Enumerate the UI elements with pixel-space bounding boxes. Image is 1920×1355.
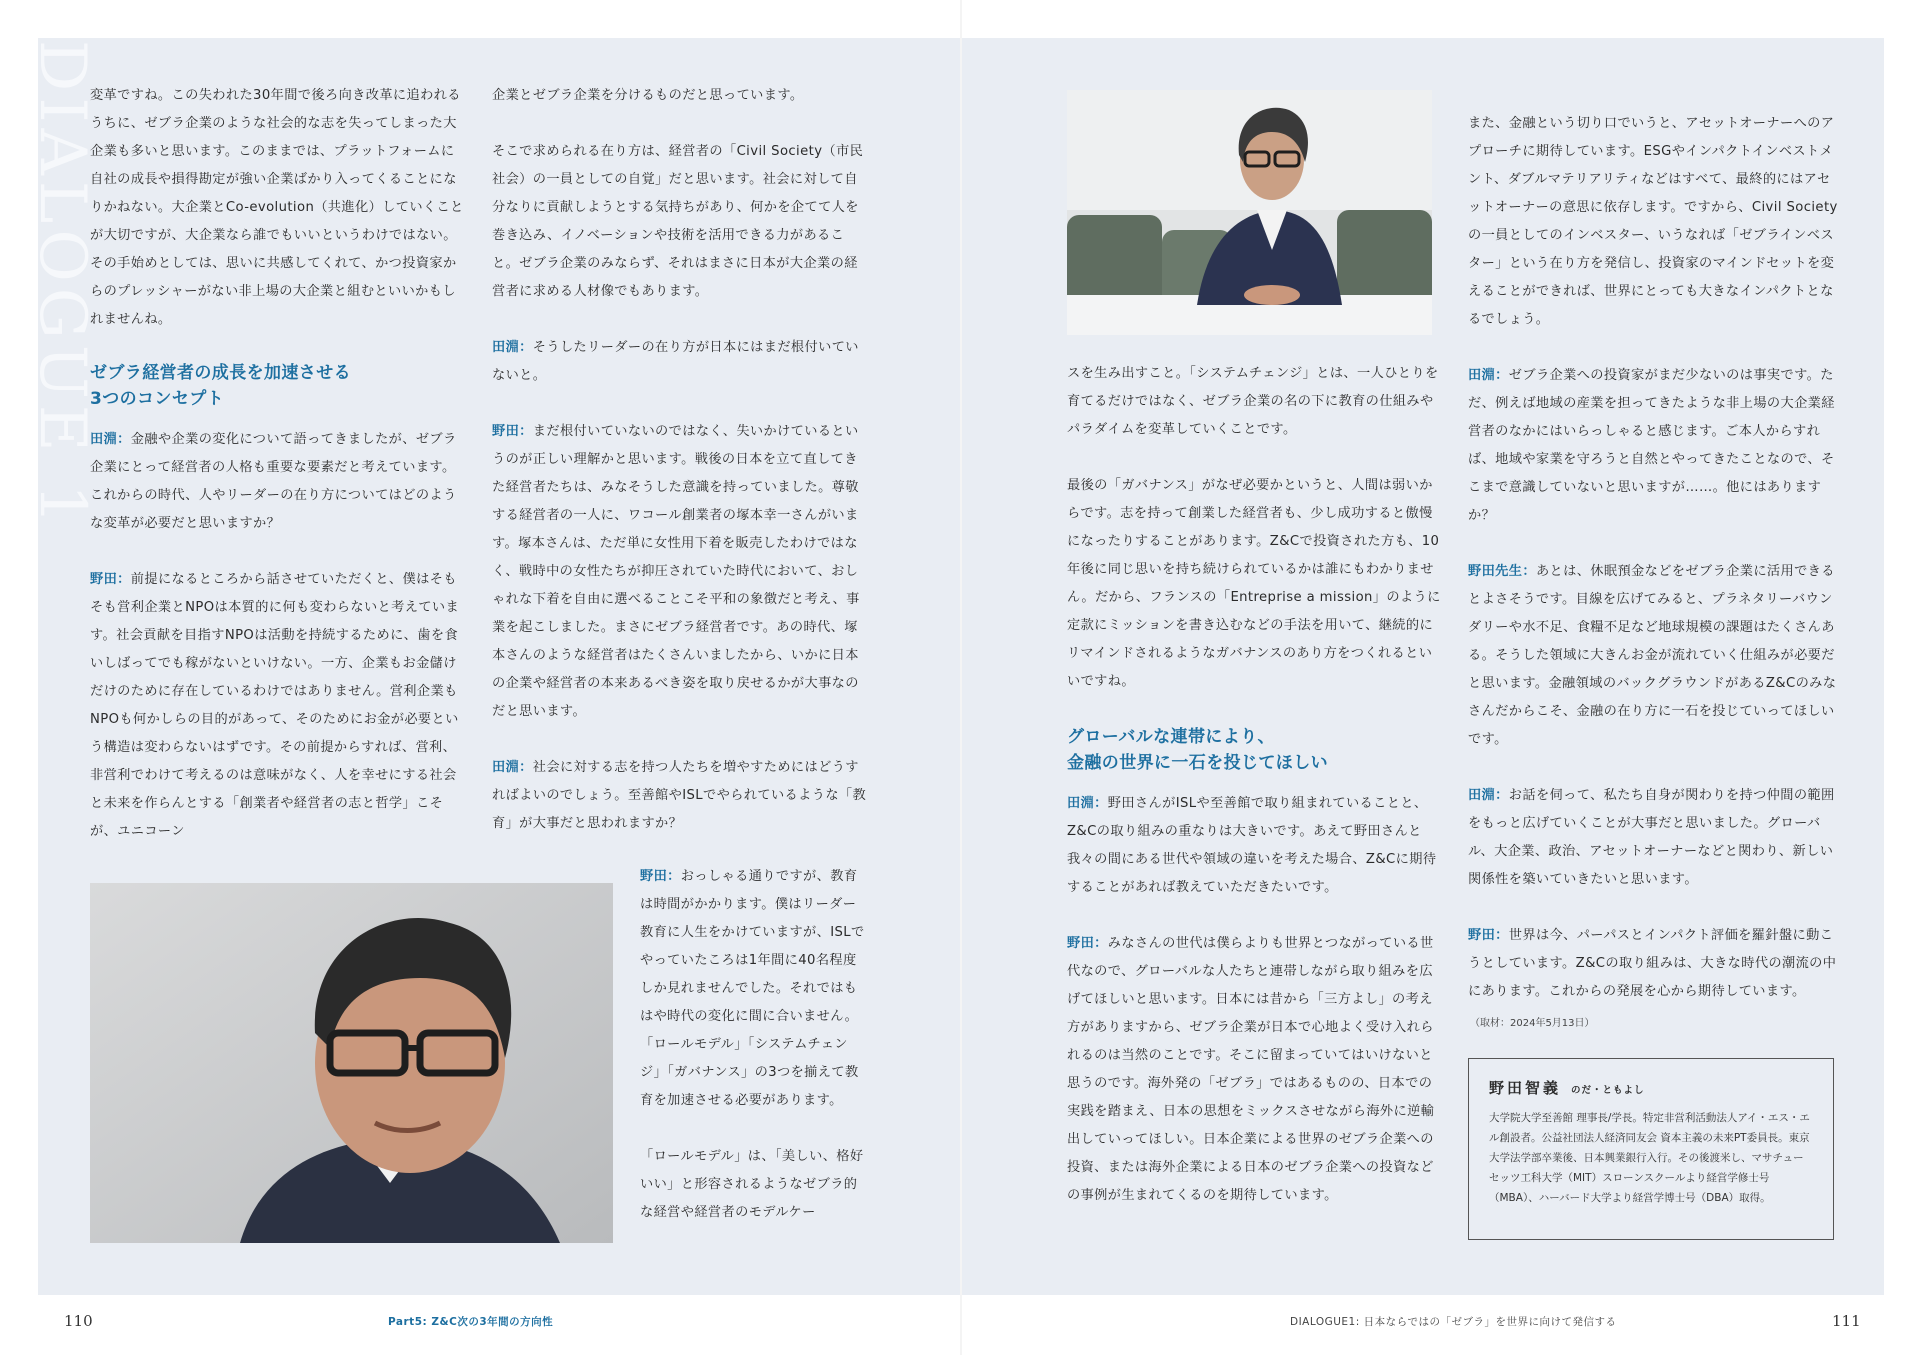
dialogue-text: 金融や企業の変化について語ってきましたが、ゼブラ企業にとって経営者の人格も重要な要素だと考えています。これからの時代、人やリーダーの在り方についてはどのような変革が必要だと思いますか？ <box>90 432 457 531</box>
dialogue-paragraph <box>640 863 868 1115</box>
profile-box <box>1468 1058 1834 1240</box>
dialogue-paragraph <box>90 566 465 846</box>
page-number-left: 110 <box>64 1312 93 1330</box>
dialogue-text: おっしゃる通りですが、教育は時間がかかります。僕はリーダー教育に人生をかけていますが、ISLでやっていたころは1年間に40名程度しか見れませんでした。それではもはや時代の変化に間に合いません。「ロールモデル」「システムチェンジ」「ガバナンス」の3つを揃えて教育を加速させる必要があります。 <box>640 869 865 1108</box>
portrait-photo-closeup <box>90 883 613 1243</box>
profile-name-kanji: 野田智義 <box>1489 1079 1562 1097</box>
dialogue-text: 野田さんがISLや至善館で取り組まれていることと、Z&Cの取り組みの重なりは大きいです。あえて野田さんと我々の間にある世代や領域の違いを考えた場合、Z&Cに期待することがあれば教えていただきたいです。 <box>1067 796 1437 895</box>
paragraph: 最後の「ガバナンス」がなぜ必要かというと、人間は弱いからです。志を持って創業した経営者も、少し成功すると傲慢になったりすることがあります。Z&Cで投資された方も、10年後に同じ思いを持ち続けられているかは誰にもわかりません。だから、フランスの「Entreprise a mission」のように定款にミッションを書き込むなどの手法を用いて、継続的にリマインドされるようなガバナンスのあり方をつくれるといいですね。 <box>1067 478 1441 689</box>
dialogue-paragraph <box>492 754 867 838</box>
footer-running-head-left: Part5: Z&C次の3年間の方向性 <box>388 1316 554 1328</box>
dialogue-text: 前提になるところから話させていただくと、僕はそもそも営利企業とNPOは本質的に何も変わらないと考えています。社会貢献を目指すNPOは活動を持続するために、歯を食いしばってでも稼がないといけない。一方、企業もお金儲けだけのために存在しているわけではありません。営利企業もNPOも何かしらの目的があって、そのためにお金が必要という構造は変わらないはずです。その前提からすれば、営利、非営利でわけて考えるのは意味がなく、人を幸せにする社会と未来を作らんとする「創業者や経営者の志と哲学」こそが、ユニコーン <box>90 572 460 839</box>
speaker-label: 田淵： <box>492 340 533 355</box>
dialogue-text: みなさんの世代は僕らよりも世界とつながっている世代なので、グローバルな人たちと連帯しながら取り組みを広げてほしいと思います。日本には昔から「三方よし」の考え方がありますから、ゼブラ企業が日本で心地よく受け入れられるのは当然のことです。そこに留まっていてはいけないと思うのです。海外発の「ゼブラ」ではあるものの、日本での実践を踏まえ、日本の思想をミックスさせながら海外に逆輸出していってほしい。日本企業による世界のゼブラ企業への投資、または海外企業による日本のゼブラ企業への投資などの事例が生まれてくるのを期待しています。 <box>1067 936 1435 1203</box>
speaker-label: 野田： <box>1067 936 1108 951</box>
portrait-photo-seated <box>1067 90 1432 335</box>
page-number-right: 111 <box>1832 1312 1861 1330</box>
right-column-2 <box>1468 110 1843 1006</box>
speaker-label: 田淵： <box>1468 368 1509 383</box>
paragraph: 企業とゼブラ企業を分けるものだと思っています。 <box>492 88 804 103</box>
dialogue-paragraph <box>90 426 465 538</box>
speaker-label: 野田先生： <box>1468 564 1536 579</box>
speaker-label: 野田： <box>1468 928 1509 943</box>
paragraph: また、金融という切り口でいうと、アセットオーナーへのアプローチに期待しています。ESGやインパクトインベストメント、ダブルマテリアリティなどはすべて、最終的にはアセットオーナーの意思に依存します。ですから、Civil Societyの一員としてのインベスター、いうなれば「ゼブラインベスター」という在り方を発信し、投資家のマインドセットを変えることができれば、世界にとっても大きなインパクトとなるでしょう。 <box>1468 116 1838 327</box>
heading-1-line-1: ゼブラ経営者の成長を加速させる <box>90 363 351 383</box>
spread-gutter <box>960 0 962 1355</box>
dialogue-text: 世界は今、パーパスとインパクト評価を羅針盤に動こうとしています。Z&Cの取り組みは、大きな時代の潮流の中にあります。これからの発展を心から期待しています。 <box>1468 928 1837 999</box>
speaker-label: 田淵： <box>1067 796 1108 811</box>
dialogue-paragraph <box>492 334 867 390</box>
speaker-label: 野田： <box>492 424 533 439</box>
dialogue-text: あとは、休眠預金などをゼブラ企業に活用できるとよさそうです。目線を広げてみると、プラネタリーバウンダリーや水不足、食糧不足など地球規模の課題はたくさんある。そうした領域に大きんお金が流れていく仕組みが必要だと思います。金融領域のバックグラウンドがあるZ&Cのみなさんだからこそ、金融の在り方に一石を投じていってほしいです。 <box>1468 564 1837 747</box>
speaker-label: 野田： <box>90 572 131 587</box>
paragraph: 「ロールモデル」は、「美しい、格好いい」と形容されるようなゼブラ的な経営や経営者のモデルケー <box>640 1149 864 1220</box>
dialogue-text: まだ根付いていないのではなく、失いかけているというのが正しい理解かと思います。戦後の日本を立て直してきた経営者たちは、みなそうした意識を持っていました。尊敬する経営者の一人に、ワコール創業者の塚本幸一さんがいます。塚本さんは、ただ単に女性用下着を販売したわけではなく、戦時中の女性たちが抑圧されていた時代において、おしゃれな下着を自由に選べることこそ平和の象徴だと考え、事業を起こしました。まさにゼブラ経営者です。あの時代、塚本さんのような経営者はたくさんいましたから、いかに日本の企業や経営者の本来あるべき姿を取り戻せるかが大事なのだと思います。 <box>492 424 860 719</box>
speaker-label: 田淵： <box>1468 788 1509 803</box>
dialogue-paragraph <box>1468 922 1843 1006</box>
left-column-1 <box>90 82 465 846</box>
speaker-label: 田淵： <box>492 760 533 775</box>
heading-2-line-2: 金融の世界に一石を投じてほしい <box>1067 753 1328 773</box>
dialogue-text: そうしたリーダーの在り方が日本にはまだ根付いていないと。 <box>492 340 859 383</box>
dialogue-text: ゼブラ企業への投資家がまだ少ないのは事実です。ただ、例えば地域の産業を担ってきたような非上場の大企業経営者のなかにはいらっしゃると感じます。ご本人からすれば、地域や家業を守ろうと自然とやってきたことなので、そこまで意識していないと思いますが……。他にはありますか？ <box>1468 368 1835 523</box>
dialogue-text: お話を伺って、私たち自身が関わりを持つ仲間の範囲をもっと広げていくことが大事だと思いました。グローバル、大企業、政治、アセットオーナーなどと関わり、新しい関係性を築いていきたいと思います。 <box>1468 788 1835 887</box>
profile-bio: 大学院大学至善館 理事長/学長。特定非営利活動法人アイ・エス・エル創設者。公益社団法人経済同友会 資本主義の未来PT委員長。東京大学法学部卒業後、日本興業銀行入行。その後渡米し、マサチューセッツ工科大学（MIT）スローンスクールより経営学修士号（MBA）、ハーバード大学より経営学博士号（DBA）取得。 <box>1489 1112 1810 1204</box>
dialogue-text: 社会に対する志を持つ人たちを増やすためにはどうすればよいのでしょう。至善館やISLでやられているような「教育」が大事だと思われますか？ <box>492 760 867 831</box>
heading-1-line-2: 3つのコンセプト <box>90 389 225 409</box>
speaker-label: 田淵： <box>90 432 131 447</box>
section-heading-2 <box>1067 724 1442 776</box>
footer-running-head-right: DIALOGUE1: 日本ならではの「ゼブラ」を世界に向けて発信する <box>1290 1316 1617 1328</box>
dialogue-paragraph <box>1468 362 1843 530</box>
speaker-label: 野田： <box>640 869 681 884</box>
dialogue-paragraph <box>1468 558 1843 754</box>
dialogue-paragraph <box>492 418 867 726</box>
vertical-section-title: DIALOGUE 1 <box>25 40 99 531</box>
paragraph: そこで求められる在り方は、経営者の「Civil Society（市民社会）の一員としての自覚」だと思います。社会に対して自分なりに貢献しようとする気持ちがあり、何かを企てて人を巻き込み、イノベーションや技術を活用できる力があること。ゼブラ企業のみならず、それはまさに日本が大企業の経営者に求める人材像でもあります。 <box>492 144 864 299</box>
right-column-1 <box>1067 360 1442 1210</box>
left-column-2 <box>492 82 867 838</box>
dialogue-paragraph <box>1067 930 1442 1210</box>
left-column-3 <box>640 863 868 1227</box>
section-heading-1 <box>90 360 465 412</box>
profile-name-kana: のだ・ともよし <box>1571 1085 1645 1096</box>
profile-name <box>1489 1077 1813 1098</box>
dialogue-paragraph <box>1468 782 1843 894</box>
dialogue-paragraph <box>1067 790 1442 902</box>
heading-2-line-1: グローバルな連帯により、 <box>1067 727 1275 747</box>
paragraph: スを生み出すこと。「システムチェンジ」とは、一人ひとりを育てるだけではなく、ゼブラ企業の名の下に教育の仕組みやパラダイムを変革していくことです。 <box>1067 366 1439 437</box>
intro-paragraph: 変革ですね。この失われた30年間で後ろ向き改革に追われるうちに、ゼブラ企業のような社会的な志を失ってしまった大企業も多いと思います。このままでは、プラットフォームに自社の成長や損得勘定が強い企業ばかり入ってくることになりかねない。大企業とCo-evolution（共進化）していくことが大切ですが、大企業なら誰でもいいというわけではない。その手始めとしては、思いに共感してくれて、かつ投資家からのプレッシャーがない非上場の大企業と組むといいかもしれませんね。 <box>90 88 464 327</box>
interview-date: （取材：2024年5月13日） <box>1470 1018 1595 1029</box>
